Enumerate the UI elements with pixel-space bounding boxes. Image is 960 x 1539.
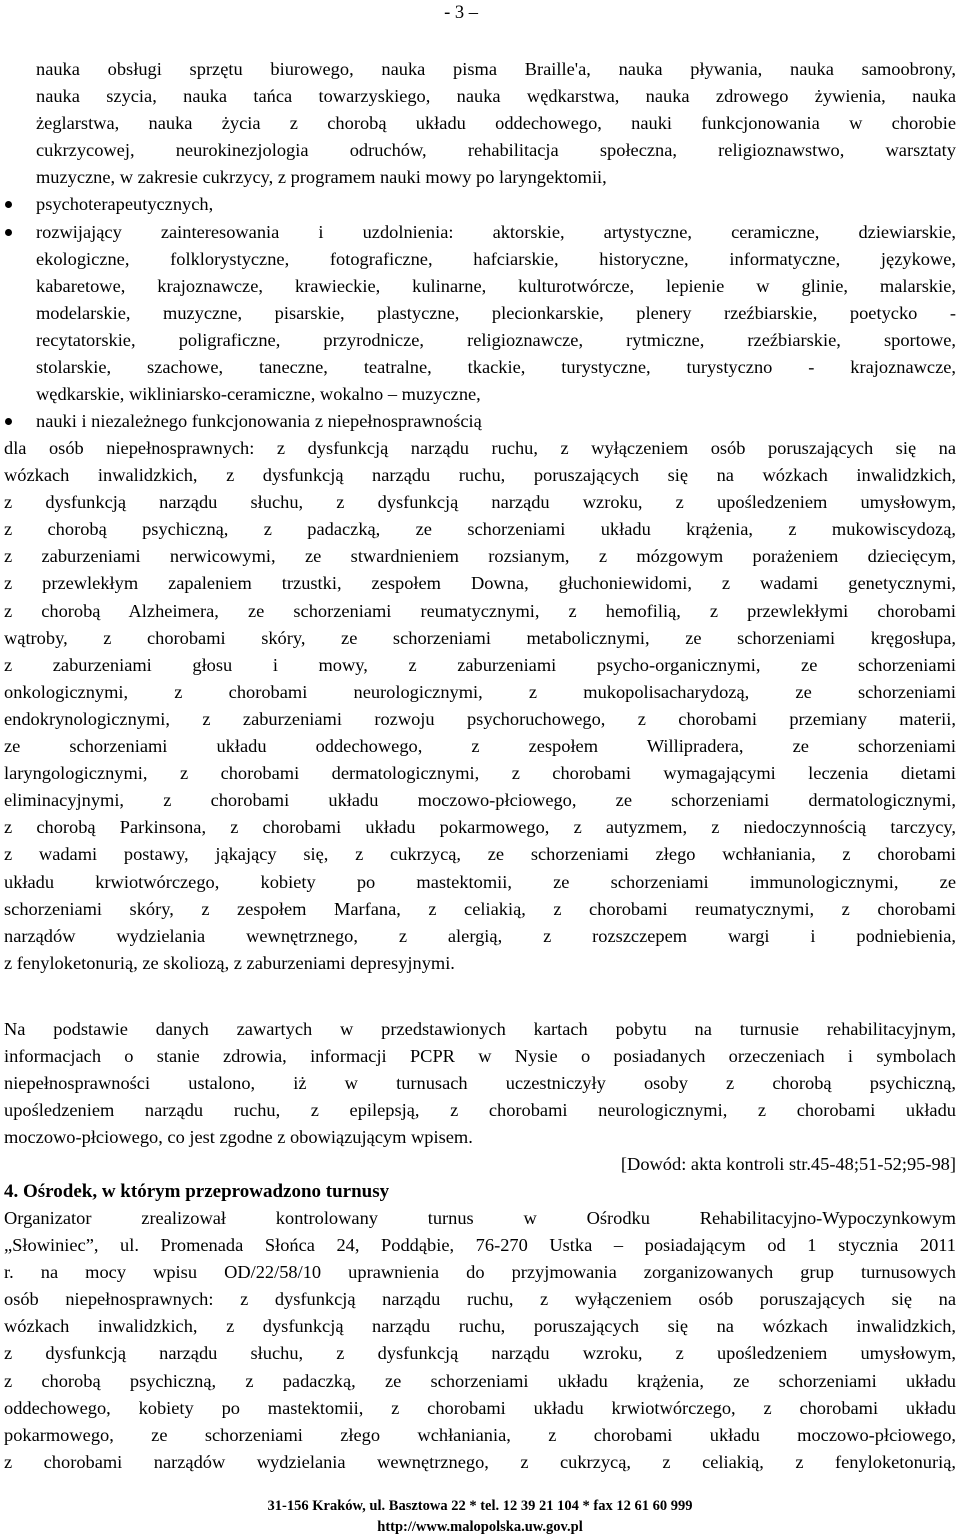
- paragraph-line: z chorobą Parkinsona, z chorobami układu pokarmowego, z autyzmem, z niedoczynnością tarczycy,: [4, 817, 956, 838]
- activities-list-continuation: [36, 56, 956, 191]
- paragraph-line: wózkach inwalidzkich, z dysfunkcją narządu ruchu, poruszających się na wózkach inwalidzkich,: [4, 465, 956, 486]
- paragraph-line: z chorobą psychiczną, z padaczką, ze schorzeniami układu krążenia, z mukowiscydozą,: [4, 519, 956, 540]
- evidence-reference: [Dowód: akta kontroli str.45-48;51-52;95-98]: [620, 1154, 956, 1175]
- paragraph-line: pokarmowego, ze schorzeniami złego wchłaniania, z chorobami układu moczowo-płciowego,: [4, 1424, 956, 1445]
- bullet-icon: [5, 229, 12, 236]
- paragraph-line: r. na mocy wpisu OD/22/58/10 uprawnienia do przyjmowania zorganizowanych grup turnusowych: [4, 1262, 956, 1283]
- paragraph-line: upośledzeniem narządu ruchu, z epilepsją, z chorobami neurologicznymi, z chorobami układu: [4, 1100, 956, 1121]
- bullet-icon: [5, 201, 12, 208]
- list-item-line: żeglarstwa, nauka życia z chorobą układu oddechowego, nauki funkcjonowania w chorobie: [36, 113, 956, 134]
- paragraph-line: oddechowego, kobiety po mastektomii, z chorobami układu krwiotwórczego, z chorobami układu: [4, 1397, 956, 1418]
- list-item-line: nauka obsługi sprzętu biurowego, nauka pisma Braille'a, nauka pływania, nauka samoobrony,: [36, 59, 956, 79]
- bullet-icon: [5, 418, 12, 425]
- paragraph-line: onkologicznymi, z chorobami neurologicznymi, z mukopolisacharydozą, ze schorzeniami: [4, 681, 956, 702]
- paragraph-line: Organizator zrealizował kontrolowany turnus w Ośrodku Rehabilitacyjno-Wypoczynkowym: [4, 1208, 956, 1228]
- list-item-line: kabaretowe, krajoznawcze, krawieckie, kulinarne, kulturotwórcze, lepienie w glinie, malarskie,: [36, 275, 956, 296]
- paragraph-line: ze schorzeniami układu oddechowego, z zespołem Willipradera, ze schorzeniami: [4, 736, 956, 757]
- list-item-developing-interests: [36, 219, 956, 409]
- paragraph-line: schorzeniami skóry, z zespołem Marfana, z celiakią, z chorobami reumatycznymi, z chorobami: [4, 898, 956, 919]
- list-item-line: stolarskie, szachowe, taneczne, teatralne, tkackie, turystyczne, turystyczno - krajoznawcze,: [36, 357, 956, 378]
- paragraph-line: z wadami postawy, jąkający się, z cukrzycą, ze schorzeniami złego wchłaniania, z chorobami: [4, 844, 956, 865]
- list-item-psychotherapeutic: [36, 191, 956, 218]
- paragraph-line: z chorobą Alzheimera, ze schorzeniami reumatycznymi, z hemofilią, z przewlekłymi chorobami: [4, 600, 956, 621]
- list-item-independence: [36, 408, 956, 435]
- list-item-line: rozwijający zainteresowania i uzdolnienia: aktorskie, artystyczne, ceramiczne, dziewiarskie,: [36, 221, 956, 242]
- list-item-text: psychoterapeutycznych,: [36, 194, 214, 215]
- paragraph-line: z dysfunkcją narządu słuchu, z dysfunkcją narządu wzroku, z upośledzeniem umysłowym,: [4, 1343, 956, 1364]
- paragraph-line: endokrynologicznymi, z zaburzeniami rozwoju psychoruchowego, z chorobami przemiany materii,: [4, 708, 956, 729]
- paragraph-line: z chorobami narządów wydzielania wewnętrznego, z cukrzycą, z celiakią, z fenyloketonurią,: [4, 1451, 956, 1472]
- paragraph-line: eliminacyjnymi, z chorobami układu moczowo-płciowego, ze schorzeniami dermatologicznymi,: [4, 790, 956, 811]
- paragraph-line: „Słowiniec”, ul. Promenada Słońca 24, Poddąbie, 76-270 Ustka – posiadającym od 1 stycznia 2011: [4, 1235, 956, 1256]
- paragraph-line: z fenyloketonurią, ze skoliozą, z zaburzeniami depresyjnymi.: [4, 952, 455, 973]
- basis-paragraph: [4, 1016, 956, 1179]
- footer-url[interactable]: http://www.malopolska.uw.gov.pl: [377, 1519, 583, 1535]
- list-item-line: modelarskie, muzyczne, pisarskie, plastyczne, plecionkarskie, plenery rzeźbiarskie, poetycko -: [36, 302, 956, 323]
- paragraph-line: z zaburzeniami nerwicowymi, ze stwardnieniem rozsianym, z mózgowym porażeniem dziecięcym,: [4, 546, 956, 567]
- list-item-text: nauki i niezależnego funkcjonowania z niepełnosprawnością: [36, 411, 482, 432]
- paragraph-line: informacjach o stanie zdrowia, informacji PCPR w Nysie o posiadanych orzeczeniach i symbolach: [4, 1046, 956, 1067]
- paragraph-line: laryngologicznymi, z chorobami dermatologicznymi, z chorobami wymagającymi leczenia dietami: [4, 763, 956, 784]
- paragraph-line: moczowo-płciowego, co jest zgodne z obowiązującym wpisem.: [4, 1127, 473, 1148]
- paragraph-line: wątroby, z chorobami skóry, ze schorzeniami metabolicznymi, ze schorzeniami kręgosłupa,: [4, 627, 956, 648]
- list-item-line: ekologiczne, folklorystyczne, fotograficzne, hafciarskie, historyczne, informatyczne, językowe,: [36, 248, 956, 269]
- footer-address: 31-156 Kraków, ul. Basztowa 22 * tel. 12 39 21 104 * fax 12 61 60 999: [267, 1498, 693, 1514]
- list-item-line: cukrzycowej, neurokinezjologia odruchów, rehabilitacja społeczna, religioznawstwo, warsztaty: [36, 140, 956, 161]
- paragraph-line: wózkach inwalidzkich, z dysfunkcją narządu ruchu, poruszających się na wózkach inwalidzkich,: [4, 1316, 956, 1337]
- page-number: - 3 –: [444, 3, 478, 23]
- paragraph-line: układu krwiotwórczego, kobiety po mastektomii, ze schorzeniami immunologicznymi, ze: [4, 871, 956, 892]
- paragraph-line: niepełnosprawności ustalono, iż w turnusach uczestniczyły osoby z chorobą psychiczną,: [4, 1073, 956, 1094]
- paragraph-line: z zaburzeniami głosu i mowy, z zaburzeniami psycho-organicznymi, ze schorzeniami: [4, 654, 956, 675]
- paragraph-line: dla osób niepełnosprawnych: z dysfunkcją narządu ruchu, z wyłączeniem osób poruszających się na: [4, 438, 956, 458]
- facility-paragraph: [4, 1205, 956, 1476]
- paragraph-line: osób niepełnosprawnych: z dysfunkcją narządu ruchu, z wyłączeniem osób poruszających się na: [4, 1289, 956, 1310]
- paragraph-line: Na podstawie danych zawartych w przedstawionych kartach pobytu na turnusie rehabilitacyjnym,: [4, 1019, 956, 1039]
- disabilities-paragraph: [4, 435, 956, 977]
- paragraph-line: z dysfunkcją narządu słuchu, z dysfunkcją narządu wzroku, z upośledzeniem umysłowym,: [4, 492, 956, 513]
- section-heading: 4. Ośrodek, w którym przeprowadzono turnusy: [4, 1181, 390, 1202]
- paragraph-line: z przewlekłym zapaleniem trzustki, zespołem Downa, głuchoniewidomi, z wadami genetycznymi,: [4, 573, 956, 594]
- list-item-line: muzyczne, w zakresie cukrzycy, z programem nauki mowy po laryngektomii,: [36, 167, 607, 188]
- list-item-line: nauka szycia, nauka tańca towarzyskiego, nauka wędkarstwa, nauka zdrowego żywienia, nauka: [36, 86, 956, 107]
- activities-list: [36, 56, 956, 435]
- list-item-line: recytatorskie, poligraficzne, przyrodnicze, religioznawcze, rytmiczne, rzeźbiarskie, sportowe,: [36, 329, 956, 350]
- paragraph-line: narządów wydzielania wewnętrznego, z alergią, z rozszczepem wargi i podniebienia,: [4, 925, 956, 946]
- list-item-line: wędkarskie, wikliniarsko-ceramiczne, wokalno – muzyczne,: [36, 384, 481, 405]
- paragraph-line: z chorobą psychiczną, z padaczką, ze schorzeniami układu krążenia, ze schorzeniami układu: [4, 1370, 956, 1391]
